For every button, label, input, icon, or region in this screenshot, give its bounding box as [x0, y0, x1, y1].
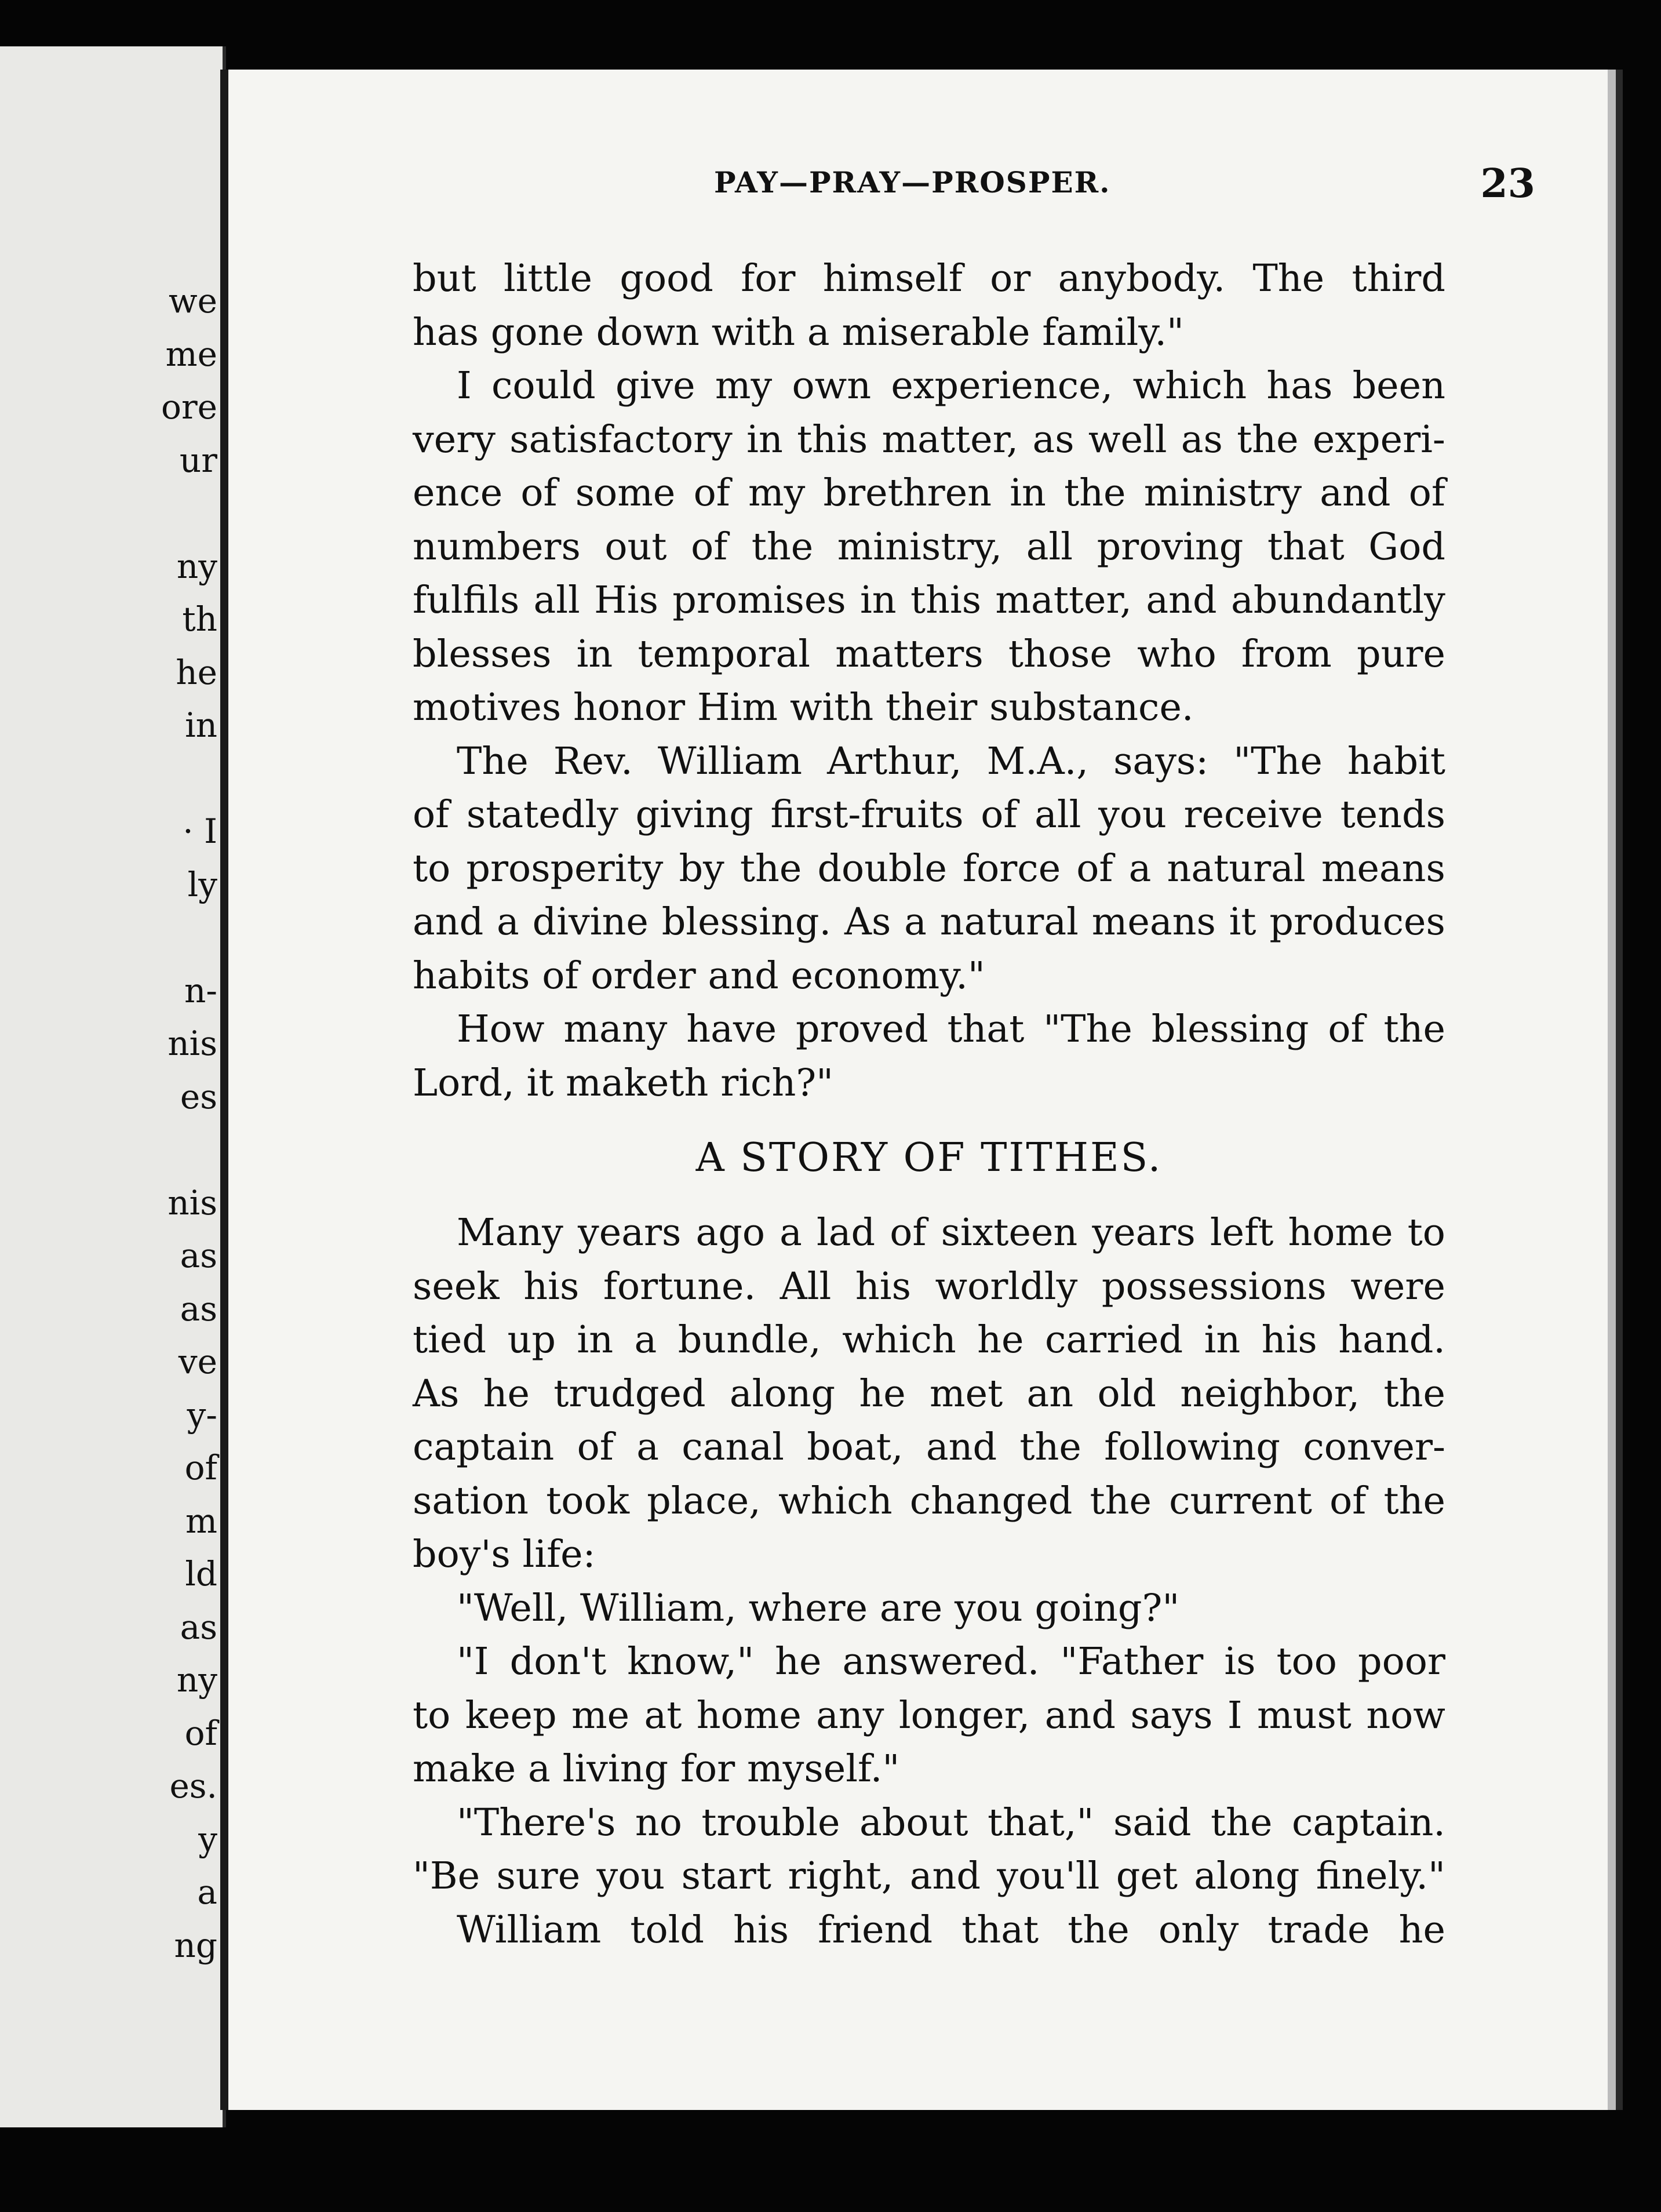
left-page-fragment: ld	[185, 1554, 217, 1593]
text-line: blesses in temporal matters those who from pure	[413, 632, 1445, 676]
left-page-fragment: he	[176, 652, 217, 692]
left-page-fragment: of	[184, 1448, 217, 1487]
left-page-fragment: y-	[187, 1395, 217, 1435]
left-page-fragment: as	[180, 1289, 217, 1329]
text-line: "I don't know," he answered. "Father is too poor	[457, 1640, 1445, 1683]
left-page-fragment: m	[185, 1501, 217, 1541]
left-page-fragment: nis	[167, 1024, 217, 1063]
text-line: "Well, William, where are you going?"	[457, 1586, 1180, 1630]
left-page-fragment: th	[182, 599, 217, 639]
text-line: "Be sure you start right, and you'll get along finely."	[413, 1854, 1445, 1898]
left-page-fragment: es.	[169, 1766, 217, 1806]
text-line: Lord, it maketh rich?"	[413, 1061, 834, 1105]
left-page-fragment: ny	[176, 1660, 217, 1700]
left-page-fragment: es	[180, 1076, 217, 1116]
left-page-fragment: nis	[167, 1183, 217, 1223]
text-line: ence of some of my brethren in the ministry and of	[413, 471, 1445, 515]
text-line: captain of a canal boat, and the following conver-	[413, 1425, 1445, 1469]
section-heading: A STORY OF TITHES.	[695, 1134, 1163, 1181]
left-page-fragment: ly	[187, 864, 217, 904]
left-page-fragment: n-	[184, 970, 217, 1010]
text-line: tied up in a bundle, which he carried in his hand.	[413, 1318, 1445, 1362]
left-page-fragment: of	[184, 1713, 217, 1753]
text-line: numbers out of the ministry, all proving that God	[413, 525, 1445, 569]
text-line: to keep me at home any longer, and says I must now	[413, 1693, 1445, 1737]
book-page	[220, 70, 1608, 2110]
text-line: boy's life:	[413, 1533, 596, 1576]
text-line: Many years ago a lad of sixteen years left home to	[457, 1211, 1445, 1254]
text-line: How many have proved that "The blessing of the	[457, 1007, 1445, 1051]
left-page-fragment: as	[180, 1607, 217, 1647]
left-page-fragment: ur	[179, 440, 217, 480]
text-line: motives honor Him with their substance.	[413, 686, 1194, 729]
text-line: and a divine blessing. As a natural means it produces	[413, 900, 1445, 944]
left-page-fragment: ng	[174, 1925, 217, 1965]
text-line: very satisfactory in this matter, as well as the experi-	[413, 417, 1445, 461]
text-line: to prosperity by the double force of a natural means	[413, 846, 1445, 890]
text-line: William told his friend that the only trade he	[457, 1908, 1445, 1952]
left-page-fragment: a	[197, 1872, 217, 1912]
page-header	[228, 161, 1608, 235]
left-page-fragment: we	[169, 281, 217, 321]
left-page-fragment: me	[165, 334, 217, 374]
left-page-fragment: ore	[161, 387, 217, 427]
text-line: seek his fortune. All his worldly possessions were	[413, 1264, 1445, 1308]
left-page-fragment: ve	[178, 1342, 217, 1381]
page-body	[413, 252, 1445, 1957]
left-page-fragment: y	[198, 1819, 217, 1859]
left-page-fragment: · I	[183, 812, 217, 851]
text-line: has gone down with a miserable family."	[413, 310, 1184, 354]
left-page-edge	[0, 46, 226, 2127]
left-page-fragment: as	[180, 1236, 217, 1275]
text-line: of statedly giving first-fruits of all you receive tends	[413, 793, 1445, 836]
left-page-fragment: ny	[176, 546, 217, 586]
text-line: make a living for myself."	[413, 1747, 900, 1791]
text-line: As he trudged along he met an old neighbor, the	[413, 1371, 1445, 1416]
text-line: sation took place, which changed the current of the	[413, 1479, 1445, 1523]
running-head: PAY—PRAY—PROSPER.	[714, 165, 1111, 199]
text-line: but little good for himself or anybody. The third	[413, 257, 1445, 300]
left-page-fragment: in	[185, 705, 217, 745]
text-line: "There's no trouble about that," said the captain.	[457, 1800, 1445, 1844]
text-line: habits of order and economy."	[413, 954, 985, 998]
text-line: The Rev. William Arthur, M.A., says: "The habit	[457, 739, 1445, 783]
text-line: fulfils all His promises in this matter, and abundantly	[413, 579, 1445, 622]
text-line: I could give my own experience, which has been	[457, 364, 1445, 408]
page-number: 23	[1480, 161, 1535, 207]
